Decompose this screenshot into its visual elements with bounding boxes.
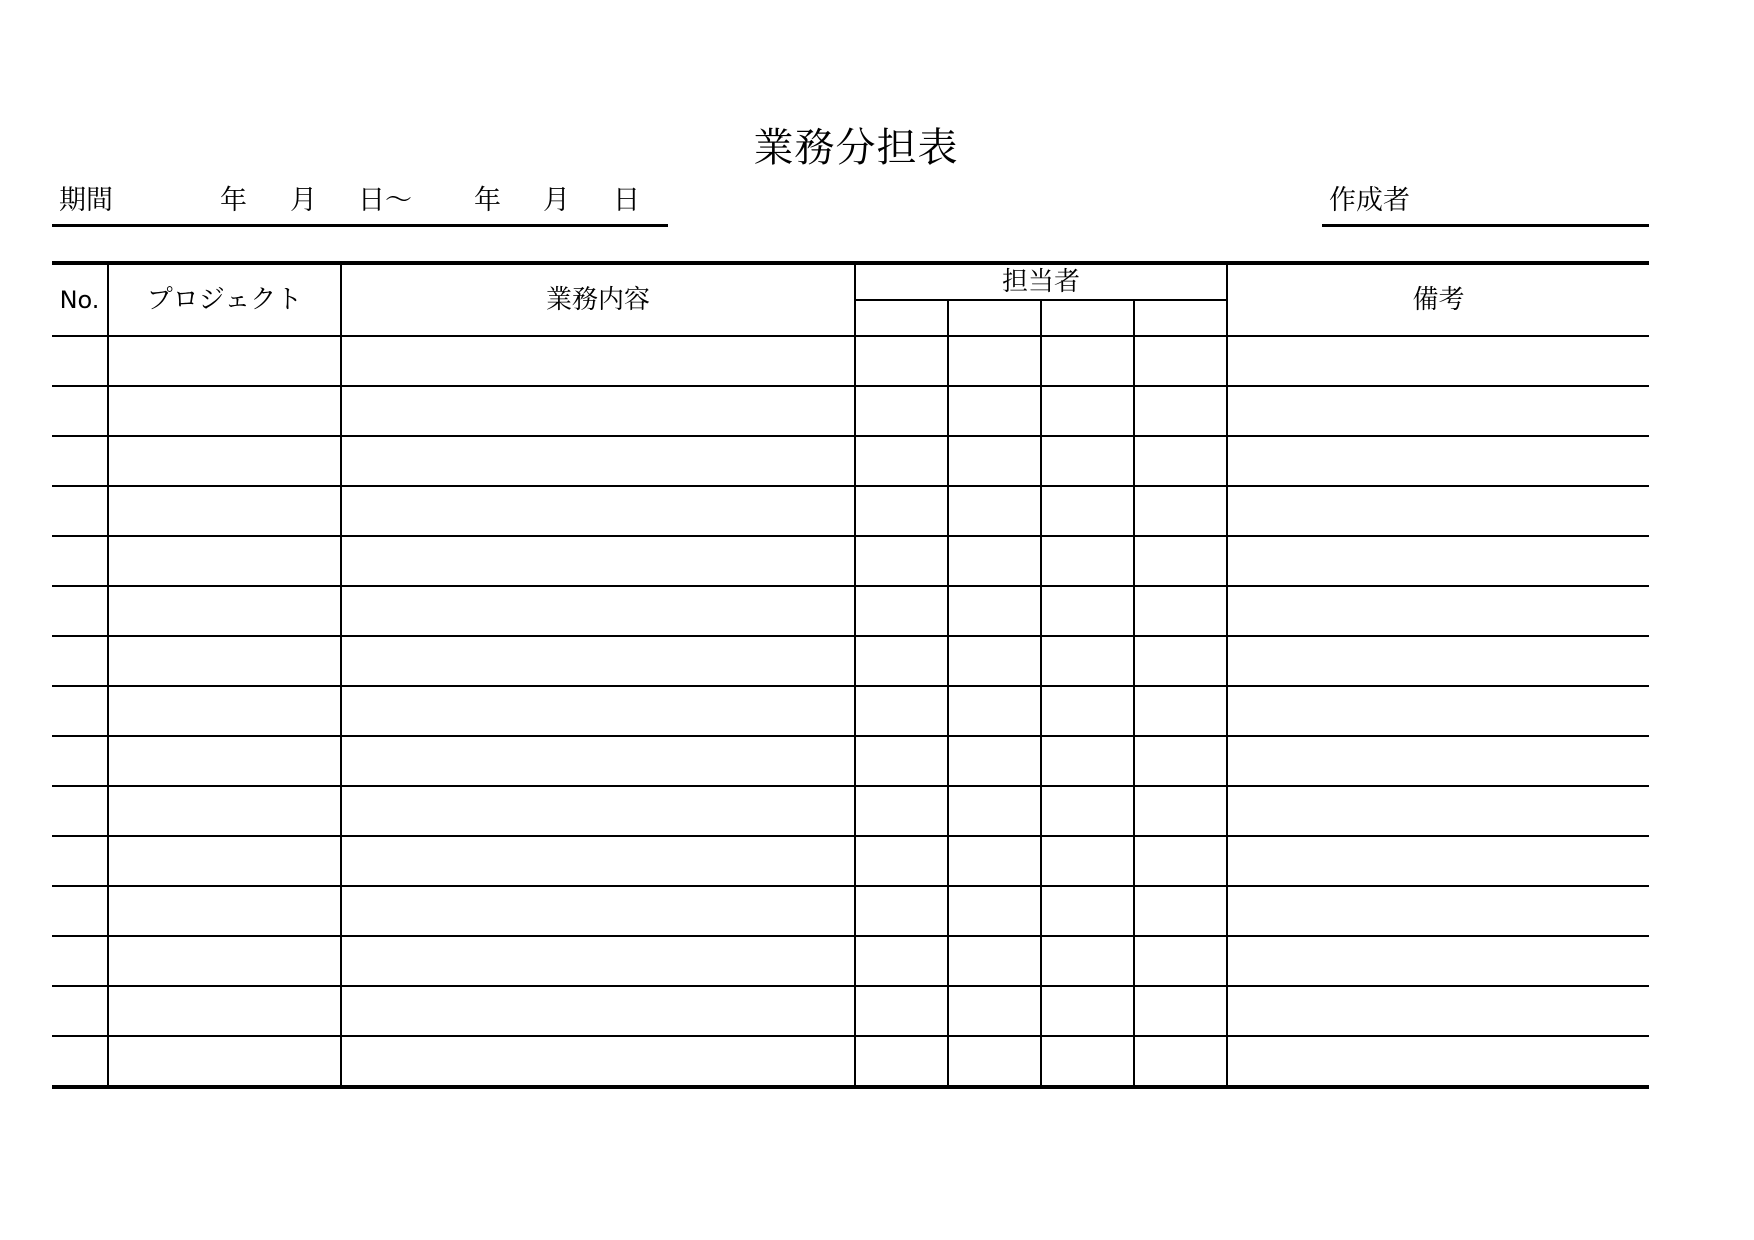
no-cell[interactable] (52, 536, 108, 586)
assignee-cell[interactable] (948, 536, 1041, 586)
assignee-cell[interactable] (1041, 986, 1134, 1036)
assignee-cell[interactable] (948, 636, 1041, 686)
no-cell[interactable] (52, 636, 108, 686)
period-underline (52, 224, 668, 227)
assignee-cell[interactable] (1041, 736, 1134, 786)
project-cell[interactable] (108, 836, 341, 886)
task-cell[interactable] (341, 636, 855, 686)
assignee-cell[interactable] (948, 1036, 1041, 1087)
assignee-cell[interactable] (1134, 736, 1227, 786)
period-label: 期間 (59, 185, 113, 216)
assignee-cell[interactable] (1041, 336, 1134, 386)
assignee-cell[interactable] (1134, 586, 1227, 636)
project-cell[interactable] (108, 886, 341, 936)
remarks-cell[interactable] (1227, 336, 1649, 386)
end-year-unit: 年 (474, 185, 501, 216)
assignee-cell[interactable] (1041, 686, 1134, 736)
no-cell[interactable] (52, 1036, 108, 1087)
assignee-cell[interactable] (1041, 836, 1134, 886)
assignee-cell[interactable] (855, 636, 948, 686)
end-day-unit: 日 (613, 185, 640, 216)
assignee-cell[interactable] (1134, 786, 1227, 836)
remarks-cell[interactable] (1227, 536, 1649, 586)
assignee-cell[interactable] (855, 986, 948, 1036)
assignee-cell[interactable] (855, 386, 948, 436)
no-cell[interactable] (52, 586, 108, 636)
assignee-cell[interactable] (948, 836, 1041, 886)
assignee-cell[interactable] (855, 686, 948, 736)
project-cell[interactable] (108, 636, 341, 686)
assignee-cell[interactable] (1041, 886, 1134, 936)
task-cell[interactable] (341, 386, 855, 436)
header-remarks: 備考 (1227, 263, 1649, 336)
header-assignee: 担当者 (855, 263, 1227, 300)
header-task: 業務内容 (341, 263, 855, 336)
no-cell[interactable] (52, 386, 108, 436)
table-row (52, 786, 1649, 836)
assignee-cell[interactable] (948, 786, 1041, 836)
assignee-cell[interactable] (1041, 586, 1134, 636)
task-cell[interactable] (341, 436, 855, 486)
remarks-cell[interactable] (1227, 986, 1649, 1036)
assignee-cell[interactable] (855, 736, 948, 786)
assignee-cell[interactable] (855, 436, 948, 486)
assignee-cell[interactable] (1041, 636, 1134, 686)
assignee-cell[interactable] (1134, 936, 1227, 986)
remarks-cell[interactable] (1227, 436, 1649, 486)
header-no: No. (52, 263, 108, 336)
assignee-cell[interactable] (1041, 436, 1134, 486)
table-row (52, 636, 1649, 686)
assignee-cell[interactable] (1041, 486, 1134, 536)
remarks-cell[interactable] (1227, 586, 1649, 636)
assignee-cell[interactable] (1041, 386, 1134, 436)
remarks-cell[interactable] (1227, 486, 1649, 536)
assignee-cell[interactable] (948, 486, 1041, 536)
no-cell[interactable] (52, 936, 108, 986)
assignee-cell[interactable] (855, 1036, 948, 1087)
table-row (52, 536, 1649, 586)
assignee-cell[interactable] (1134, 336, 1227, 386)
remarks-cell[interactable] (1227, 636, 1649, 686)
assignee-cell[interactable] (1134, 686, 1227, 736)
page-title: 業務分担表 (753, 125, 959, 171)
table-row (52, 986, 1649, 1036)
assignee-cell[interactable] (948, 586, 1041, 636)
no-cell[interactable] (52, 786, 108, 836)
project-cell[interactable] (108, 436, 341, 486)
table-row (52, 836, 1649, 886)
no-cell[interactable] (52, 986, 108, 1036)
remarks-cell[interactable] (1227, 1036, 1649, 1087)
table-row (52, 736, 1649, 786)
no-cell[interactable] (52, 486, 108, 536)
task-cell[interactable] (341, 886, 855, 936)
remarks-cell[interactable] (1227, 936, 1649, 986)
assignee-cell[interactable] (1134, 636, 1227, 686)
no-cell[interactable] (52, 836, 108, 886)
task-cell[interactable] (341, 836, 855, 886)
table-row (52, 686, 1649, 736)
remarks-cell[interactable] (1227, 786, 1649, 836)
no-cell[interactable] (52, 736, 108, 786)
assignee-cell[interactable] (948, 386, 1041, 436)
project-cell[interactable] (108, 986, 341, 1036)
no-cell[interactable] (52, 886, 108, 936)
project-cell[interactable] (108, 936, 341, 986)
author-underline (1322, 224, 1649, 227)
project-cell[interactable] (108, 786, 341, 836)
assignee-cell[interactable] (1041, 1036, 1134, 1087)
assignee-cell[interactable] (1134, 836, 1227, 886)
no-cell[interactable] (52, 336, 108, 386)
no-cell[interactable] (52, 436, 108, 486)
table-row (52, 586, 1649, 636)
assignee-cell[interactable] (1041, 786, 1134, 836)
assignee-slot-cell[interactable] (855, 300, 948, 336)
assignee-cell[interactable] (855, 536, 948, 586)
project-cell[interactable] (108, 1036, 341, 1087)
assignee-cell[interactable] (948, 986, 1041, 1036)
author-label: 作成者 (1329, 185, 1410, 216)
project-cell[interactable] (108, 386, 341, 436)
project-cell[interactable] (108, 736, 341, 786)
table-row (52, 336, 1649, 386)
task-cell[interactable] (341, 536, 855, 586)
assignee-cell[interactable] (1041, 936, 1134, 986)
remarks-cell[interactable] (1227, 736, 1649, 786)
project-cell[interactable] (108, 536, 341, 586)
table-row (52, 886, 1649, 936)
assignee-cell[interactable] (1134, 886, 1227, 936)
assignee-cell[interactable] (1134, 486, 1227, 536)
project-cell[interactable] (108, 486, 341, 536)
project-cell[interactable] (108, 686, 341, 736)
remarks-cell[interactable] (1227, 836, 1649, 886)
task-assignment-table (52, 261, 1649, 1089)
project-cell[interactable] (108, 336, 341, 386)
task-cell[interactable] (341, 336, 855, 386)
task-cell[interactable] (341, 486, 855, 536)
assignee-cell[interactable] (1134, 1036, 1227, 1087)
task-cell[interactable] (341, 936, 855, 986)
task-cell[interactable] (341, 1036, 855, 1087)
assignee-slot-cell[interactable] (948, 300, 1041, 336)
header-project: プロジェクト (108, 263, 341, 336)
start-month-unit: 月 (290, 185, 317, 216)
assignee-cell[interactable] (855, 336, 948, 386)
project-cell[interactable] (108, 586, 341, 636)
table-row (52, 386, 1649, 436)
start-day-unit: 日～ (358, 185, 412, 216)
remarks-cell[interactable] (1227, 686, 1649, 736)
table-row (52, 1036, 1649, 1087)
assignee-cell[interactable] (1134, 436, 1227, 486)
table-row (52, 936, 1649, 986)
assignee-slot-cell[interactable] (1134, 300, 1227, 336)
remarks-cell[interactable] (1227, 886, 1649, 936)
assignee-cell[interactable] (1134, 986, 1227, 1036)
task-cell[interactable] (341, 736, 855, 786)
no-cell[interactable] (52, 686, 108, 736)
assignee-cell[interactable] (948, 336, 1041, 386)
assignee-cell[interactable] (1134, 536, 1227, 586)
assignee-cell[interactable] (948, 886, 1041, 936)
assignee-cell[interactable] (948, 736, 1041, 786)
assignee-cell[interactable] (855, 936, 948, 986)
table-row (52, 486, 1649, 536)
remarks-cell[interactable] (1227, 386, 1649, 436)
assignee-cell[interactable] (855, 836, 948, 886)
assignee-cell[interactable] (1041, 536, 1134, 586)
assignee-slot-cell[interactable] (1041, 300, 1134, 336)
assignee-cell[interactable] (855, 786, 948, 836)
task-cell[interactable] (341, 986, 855, 1036)
assignee-cell[interactable] (855, 486, 948, 536)
assignee-cell[interactable] (855, 886, 948, 936)
assignee-cell[interactable] (948, 936, 1041, 986)
start-year-unit: 年 (220, 185, 247, 216)
assignee-cell[interactable] (855, 586, 948, 636)
table-row (52, 436, 1649, 486)
task-cell[interactable] (341, 786, 855, 836)
assignee-cell[interactable] (948, 436, 1041, 486)
task-cell[interactable] (341, 686, 855, 736)
assignee-cell[interactable] (1134, 386, 1227, 436)
end-month-unit: 月 (543, 185, 570, 216)
assignee-cell[interactable] (948, 686, 1041, 736)
task-cell[interactable] (341, 586, 855, 636)
